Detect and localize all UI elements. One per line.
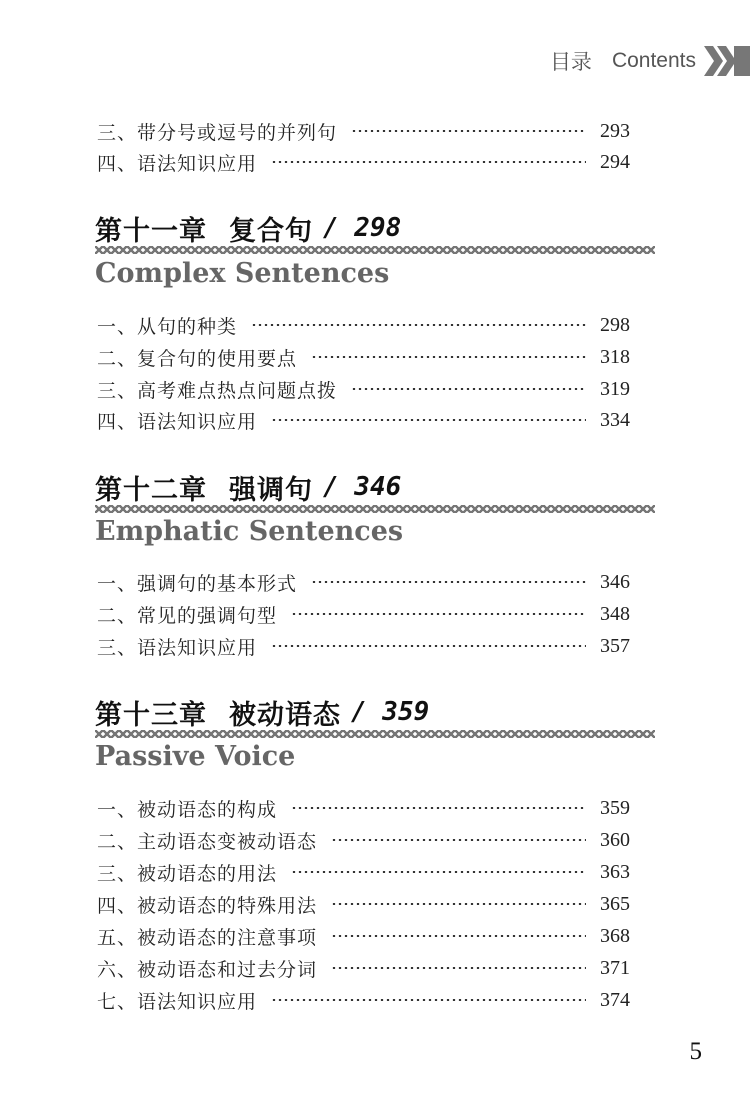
entry-page: 318 [600,345,630,368]
entry-page: 357 [600,634,630,657]
entry-page: 334 [600,408,630,431]
dot-leader [271,999,586,1001]
dot-leader [291,871,586,873]
dot-leader [291,807,586,809]
chapter-divider [95,505,655,513]
toc-entry[interactable] [97,632,630,660]
chapter-subtitle: Complex Sentences [95,258,390,289]
header-title-en: Contents [611,49,696,72]
entry-page: 319 [600,377,630,400]
chapter-subtitle: Passive Voice [95,741,296,772]
toc-entry[interactable] [97,922,630,950]
dot-leader [331,839,586,841]
dot-leader [251,324,586,326]
entry-label: 三、高考难点热点问题点拨 [97,379,338,402]
toc-entry[interactable] [97,117,630,145]
chapter-number: 第十一章 [95,215,207,247]
header-title-cn: 目录 [549,50,592,74]
chapter-heading[interactable] [95,467,401,507]
toc-entry[interactable] [97,986,630,1014]
entry-page: 298 [600,313,630,336]
chapter-number: 第十二章 [95,474,207,506]
chapter-divider [95,246,655,254]
chapter-title: 复合句 [229,215,313,247]
entry-label: 二、常见的强调句型 [97,604,278,627]
entry-page: 371 [600,956,630,979]
dot-leader [351,130,586,132]
dot-leader [331,935,586,937]
toc-entry[interactable] [97,794,630,822]
chapter-page: / 298 [323,213,402,243]
chapter-divider [95,730,655,738]
dot-leader [271,419,586,421]
dot-leader [271,645,586,647]
toc-entry[interactable] [97,343,630,371]
dot-leader [351,388,586,390]
entry-label: 四、语法知识应用 [97,152,258,175]
toc-entry[interactable] [97,148,630,176]
dot-leader [311,581,586,583]
toc-entry[interactable] [97,600,630,628]
entry-label: 四、语法知识应用 [97,410,258,433]
entry-page: 360 [600,828,630,851]
entry-page: 359 [600,796,630,819]
dot-leader [311,356,586,358]
entry-label: 七、语法知识应用 [97,990,258,1013]
chapter-number: 第十三章 [95,699,207,731]
entry-page: 348 [600,602,630,625]
entry-label: 一、从句的种类 [97,315,238,338]
chapter-heading[interactable] [95,208,401,248]
chapter-subtitle: Emphatic Sentences [95,516,404,547]
running-header [550,44,750,78]
dot-leader [331,903,586,905]
entry-label: 二、主动语态变被动语态 [97,830,318,853]
entry-label: 四、被动语态的特殊用法 [97,894,318,917]
chapter-title: 被动语态 [229,699,341,731]
entry-page: 363 [600,860,630,883]
toc-entry[interactable] [97,826,630,854]
toc-entry[interactable] [97,890,630,918]
entry-page: 374 [600,988,630,1011]
entry-label: 二、复合句的使用要点 [97,347,298,370]
dot-leader [271,161,586,163]
entry-label: 五、被动语态的注意事项 [97,926,318,949]
chapter-heading[interactable] [95,692,429,732]
entry-page: 365 [600,892,630,915]
toc-entry[interactable] [97,858,630,886]
dot-leader [331,967,586,969]
dot-leader [291,613,586,615]
page-number: 5 [689,1038,702,1065]
chapter-page: / 359 [351,697,430,727]
toc-entry[interactable] [97,311,630,339]
entry-page: 293 [600,119,630,142]
entry-label: 三、被动语态的用法 [97,862,278,885]
entry-label: 一、强调句的基本形式 [97,572,298,595]
entry-page: 346 [600,570,630,593]
entry-label: 一、被动语态的构成 [97,798,278,821]
chapter-page: / 346 [323,472,402,502]
entry-label: 六、被动语态和过去分词 [97,958,318,981]
toc-entry[interactable] [97,375,630,403]
entry-page: 368 [600,924,630,947]
toc-entry[interactable] [97,406,630,434]
entry-page: 294 [600,150,630,173]
double-chevron-icon [704,46,750,76]
toc-entry[interactable] [97,954,630,982]
entry-label: 三、语法知识应用 [97,636,258,659]
entry-label: 三、带分号或逗号的并列句 [97,121,338,144]
chapter-title: 强调句 [229,474,313,506]
toc-entry[interactable] [97,568,630,596]
